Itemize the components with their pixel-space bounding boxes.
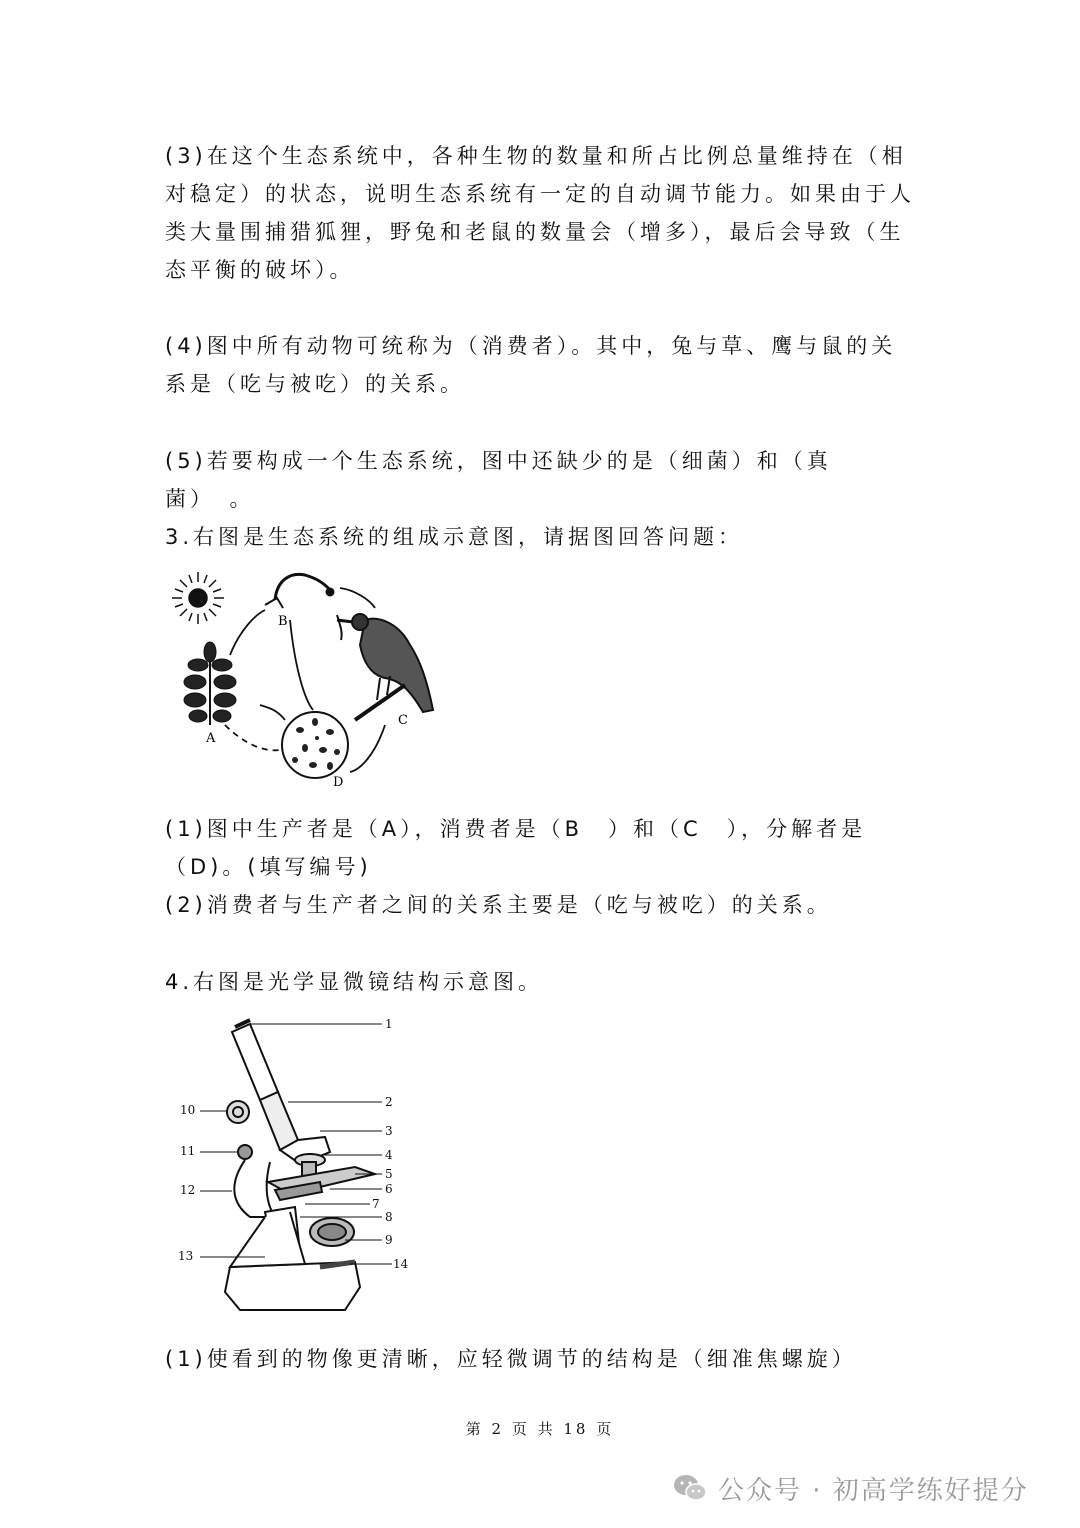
label-a: A xyxy=(206,731,216,746)
watermark-text: 公众号 · 初高学练好提分 xyxy=(718,1475,1029,1506)
label-2: 2 xyxy=(385,1095,393,1109)
watermark xyxy=(672,1468,1029,1508)
label-b: B xyxy=(278,614,288,629)
q2-paragraph-4: (4)图中所有动物可统称为（消费者）。其中，兔与草、鹰与鼠的关系是（吃与被吃）的关系。 xyxy=(165,334,897,396)
label-7: 7 xyxy=(372,1197,380,1211)
q4-title: 4.右图是光学显微镜结构示意图。 xyxy=(165,970,544,994)
label-1: 1 xyxy=(385,1017,393,1031)
q2-paragraph-5: (5)若要构成一个生态系统，图中还缺少的是（细菌）和（真菌） 。 xyxy=(165,449,832,511)
label-c: C xyxy=(398,713,408,728)
bird-icon xyxy=(337,614,433,720)
label-4: 4 xyxy=(385,1148,393,1162)
plant-icon xyxy=(184,642,236,725)
label-11: 11 xyxy=(180,1144,196,1158)
ecosystem-diagram xyxy=(165,560,445,790)
label-14: 14 xyxy=(393,1257,409,1271)
label-8: 8 xyxy=(385,1210,393,1224)
q2-paragraph-3: (3)在这个生态系统中，各种生物的数量和所占比例总量维持在（相对稳定）的状态，说明生态系统有一定的自动调节能力。如果由于人类大量围捕猎狐狸，野兔和老鼠的数量会（增多），最后会导致（生态平衡的破坏）。 xyxy=(165,144,915,282)
label-3: 3 xyxy=(385,1124,393,1138)
microscope-icon xyxy=(225,1020,375,1310)
q3-answer-1: (1)图中生产者是（A），消费者是（B ）和（C ），分解者是（D)。(填写编号) xyxy=(165,817,867,879)
label-6: 6 xyxy=(385,1182,393,1196)
label-9: 9 xyxy=(385,1233,393,1247)
label-5: 5 xyxy=(385,1167,393,1181)
caterpillar-icon xyxy=(265,574,333,608)
q4-answer-1: (1)使看到的物像更清晰，应轻微调节的结构是（细准焦螺旋） xyxy=(165,1347,857,1371)
sun-icon xyxy=(172,572,224,624)
page-footer: 第 2 页 共 18 页 xyxy=(465,1420,615,1438)
decomposer-icon xyxy=(282,712,348,778)
label-13: 13 xyxy=(178,1249,194,1263)
label-12: 12 xyxy=(180,1183,196,1197)
microscope-diagram xyxy=(170,1012,420,1317)
wechat-icon xyxy=(672,1473,708,1503)
q3-title: 3.右图是生态系统的组成示意图，请据图回答问题： xyxy=(165,525,744,549)
label-10: 10 xyxy=(180,1103,196,1117)
q3-answer-2: (2)消费者与生产者之间的关系主要是（吃与被吃）的关系。 xyxy=(165,893,832,917)
label-d: D xyxy=(333,775,344,790)
